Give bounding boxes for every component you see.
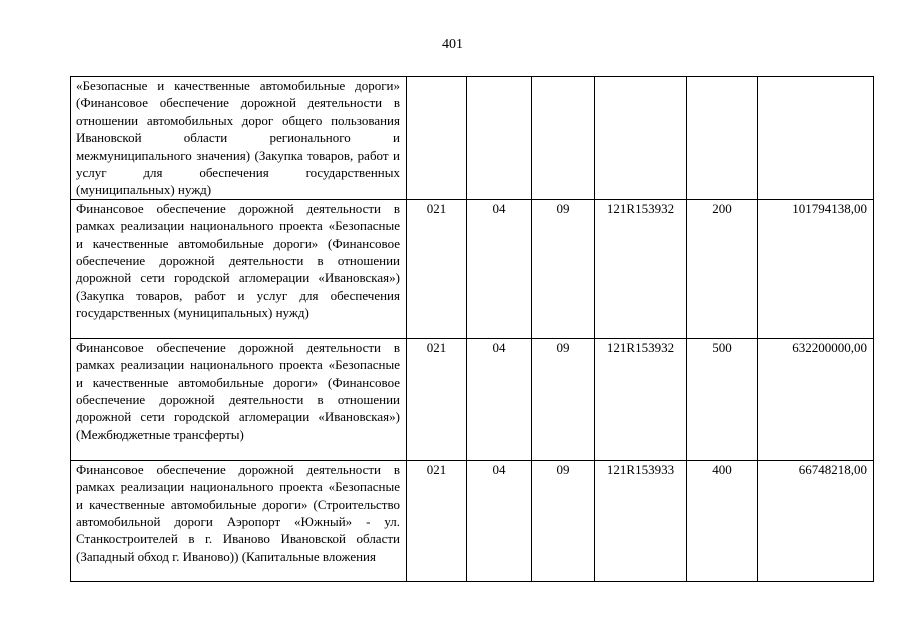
section-code (467, 77, 532, 200)
target-article-code (595, 77, 687, 200)
ministry-code (407, 77, 467, 200)
expense-description: Финансовое обеспечение дорожной деятельности в рамках реализации национального проекта «Безопасные и качественные автомобильные дороги» (Строительство автомобильной дороги Аэропорт «Южный» - ул. Станкостроителей в г. Иваново Ивановской области (Западный обход г. Иваново)) (Капитальные вложения (71, 460, 407, 581)
subsection-code: 09 (532, 199, 595, 338)
table-row (71, 460, 874, 581)
amount-value: 66748218,00 (758, 460, 874, 581)
ministry-code: 021 (407, 338, 467, 460)
subsection-code (532, 77, 595, 200)
expense-description: «Безопасные и качественные автомобильные дороги» (Финансовое обеспечение дорожной деятельности в отношении автомобильных дорог общего пользования Ивановской области регионального и межмуниципального значения) (Закупка товаров, работ и услуг для обеспечения государственных (муниципальных) нужд) (71, 77, 407, 200)
expense-description: Финансовое обеспечение дорожной деятельности в рамках реализации национального проекта «Безопасные и качественные автомобильные дороги» (Финансовое обеспечение дорожной деятельности в отношении дорожной сети городской агломерации «Ивановская») (Межбюджетные трансферты) (71, 338, 407, 460)
target-article-code: 121R153932 (595, 338, 687, 460)
subsection-code: 09 (532, 338, 595, 460)
budget-table (70, 76, 874, 582)
section-code: 04 (467, 199, 532, 338)
page-number: 401 (442, 37, 463, 52)
target-article-code: 121R153933 (595, 460, 687, 581)
amount-value (758, 77, 874, 200)
section-code: 04 (467, 460, 532, 581)
ministry-code: 021 (407, 460, 467, 581)
expense-description: Финансовое обеспечение дорожной деятельности в рамках реализации национального проекта «Безопасные и качественные автомобильные дороги» (Финансовое обеспечение дорожной деятельности в отношении дорожной сети городской агломерации «Ивановская») (Закупка товаров, работ и услуг для обеспечения государственных (муниципальных) нужд) (71, 199, 407, 338)
target-article-code: 121R153932 (595, 199, 687, 338)
expense-type-code (687, 77, 758, 200)
expense-type-code: 500 (687, 338, 758, 460)
section-code: 04 (467, 338, 532, 460)
table-row (71, 77, 874, 200)
expense-type-code: 200 (687, 199, 758, 338)
subsection-code: 09 (532, 460, 595, 581)
table-row (71, 199, 874, 338)
amount-value: 101794138,00 (758, 199, 874, 338)
ministry-code: 021 (407, 199, 467, 338)
table-row (71, 338, 874, 460)
amount-value: 632200000,00 (758, 338, 874, 460)
expense-type-code: 400 (687, 460, 758, 581)
